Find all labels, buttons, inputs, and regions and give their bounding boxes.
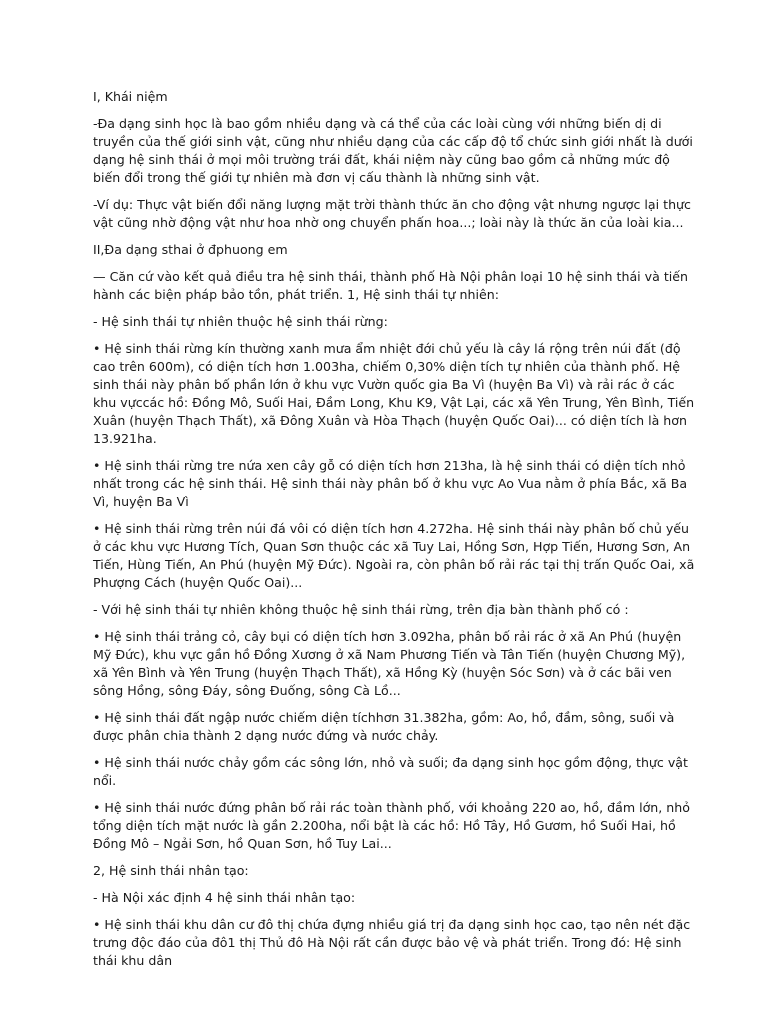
paragraph-forest-intro: - Hệ sinh thái tự nhiên thuộc hệ sinh thái rừng: bbox=[93, 314, 388, 329]
bullet-flowing-water: • Hệ sinh thái nước chảy gồm các sông lớn, nhỏ và suối; đa dạng sinh học gồm động, thực vật nổi. bbox=[93, 755, 688, 788]
bullet-standing-water: • Hệ sinh thái nước đứng phân bố rải rác toàn thành phố, với khoảng 220 ao, hồ, đầm lớn, nhỏ tổng diện tích mặt nước là gần 2.200ha, nổi bật là các hồ: Hồ Tây, Hồ Gươm, hồ Suối Hai, hồ Đồng Mô – Ngải Sơn, hồ Quan Sơn, hồ Tuy Lai... bbox=[93, 800, 690, 851]
paragraph-non-forest-intro: - Với hệ sinh thái tự nhiên không thuộc hệ sinh thái rừng, trên địa bàn thành phố có : bbox=[93, 602, 629, 617]
paragraph-example: -Ví dụ: Thực vật biến đổi năng lượng mặt trời thành thức ăn cho động vật nhưng ngược lại thực vật cũng nhờ động vật như hoa nhờ ong chuyển phấn hoa...; loài này là thức ăn của loài kia... bbox=[93, 197, 691, 230]
paragraph-survey: — Căn cứ vào kết quả điều tra hệ sinh thái, thành phố Hà Nội phân loại 10 hệ sinh thái và tiến hành các biện pháp bảo tồn, phát triển. 1, Hệ sinh thái tự nhiên: bbox=[93, 269, 688, 302]
heading-artificial-ecosystem: 2, Hệ sinh thái nhân tạo: bbox=[93, 863, 249, 878]
heading-khai-niem: I, Khái niệm bbox=[93, 89, 168, 104]
bullet-limestone-forest: • Hệ sinh thái rừng trên núi đá vôi có diện tích hơn 4.272ha. Hệ sinh thái này phân bố chủ yếu ở các khu vực Hương Tích, Quan Sơn thuộc các xã Tuy Lai, Hồng Sơn, Hợp Tiến, Hương Sơn, An Tiến, Hùng Tiến, An Phú (huyện Mỹ Đức). Ngoài ra, còn phân bố rải rác tại thị trấn Quốc Oai, xã Phượng Cách (huyện Quốc Oai)... bbox=[93, 521, 695, 590]
paragraph-artificial-intro: - Hà Nội xác định 4 hệ sinh thái nhân tạo: bbox=[93, 890, 356, 905]
bullet-wetland: • Hệ sinh thái đất ngập nước chiếm diện tíchhơn 31.382ha, gồm: Ao, hồ, đầm, sông, suối và được phân chia thành 2 dạng nước đứng và nước chảy. bbox=[93, 710, 675, 743]
bullet-evergreen-forest: • Hệ sinh thái rừng kín thường xanh mưa ẩm nhiệt đới chủ yếu là cây lá rộng trên núi đất (độ cao trên 600m), có diện tích hơn 1.003ha, chiếm 0,30% diện tích tự nhiên của thành phố. Hệ sinh thái này phân bố phần lớn ở khu vực Vườn quốc gia Ba Vì (huyện Ba Vì) và rải rác ở các khu vựccác hồ: Đồng Mô, Suối Hai, Đầm Long, Khu K9, Vật Lại, các xã Yên Trung, Yên Bình, Tiến Xuân (huyện Thạch Thất), xã Đông Xuân và Hòa Thạch (huyện Quốc Oai)... có diện tích là hơn 13.921ha. bbox=[93, 341, 695, 446]
bullet-bamboo-forest: • Hệ sinh thái rừng tre nứa xen cây gỗ có diện tích hơn 213ha, là hệ sinh thái có diện tích nhỏ nhất trong các hệ sinh thái. Hệ sinh thái này phân bố ở khu vực Ao Vua nằm ở phía Bắc, xã Ba Vì, huyện Ba Vì bbox=[93, 458, 688, 509]
bullet-grassland: • Hệ sinh thái trảng cỏ, cây bụi có diện tích hơn 3.092ha, phân bố rải rác ở xã An Phú (huyện Mỹ Đức), khu vực gần hồ Đồng Xương ở xã Nam Phương Tiến và Tân Tiến (huyện Chương Mỹ), xã Yên Bình và Yên Trung (huyện Thạch Thất), xã Hồng Kỳ (huyện Sóc Sơn) và ở các bãi ven sông Hồng, sông Đáy, sông Đuống, sông Cà Lồ... bbox=[93, 629, 686, 698]
bullet-urban-ecosystem: • Hệ sinh thái khu dân cư đô thị chứa đựng nhiều giá trị đa dạng sinh học cao, tạo nên nét đặc trưng độc đáo của đô1 thị Thủ đô Hà Nội rất cần được bảo vệ và phát triển. Trong đó: Hệ sinh thái khu dân bbox=[93, 917, 691, 968]
heading-da-dang-sthai: II,Đa dạng sthai ở đphuong em bbox=[93, 242, 288, 257]
paragraph-definition: -Đa dạng sinh học là bao gồm nhiều dạng và cá thể của các loài cùng với những biến dị di truyền của thế giới sinh vật, cũng như nhiều dạng của các cấp độ tổ chức sinh giới nhất là dưới dạng hệ sinh thái ở mọi môi trường trái đất, khái niệm này cũng bao gồm cả những mức độ biến đổi trong thế giới tự nhiên mà đơn vị cấu thành là những sinh vật. bbox=[93, 116, 693, 185]
